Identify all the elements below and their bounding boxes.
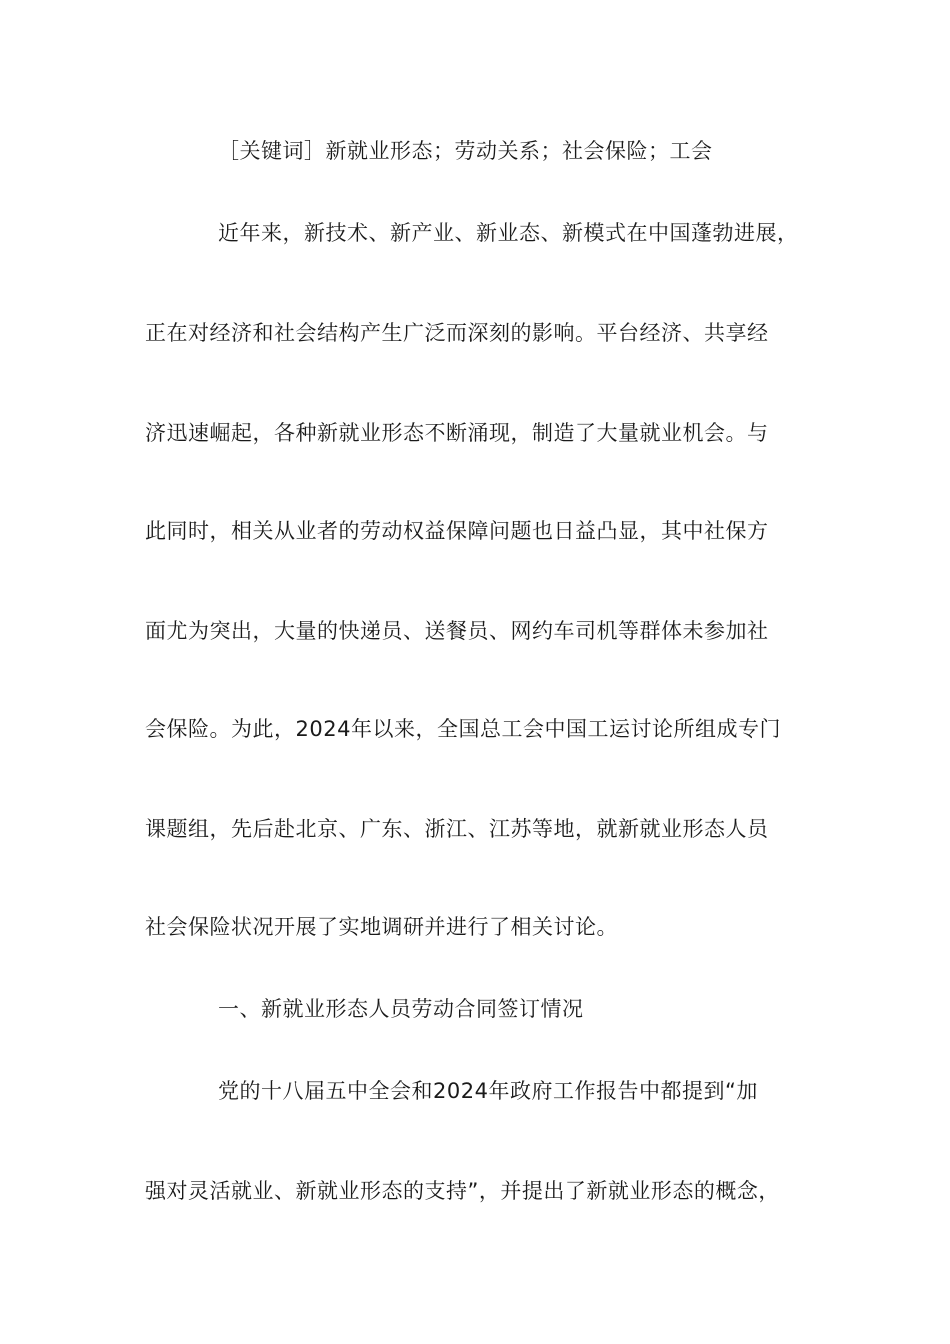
paragraph-line: 正在对经济和社会结构产生广泛而深刻的影响。平台经济、共享经 [145, 321, 769, 345]
paragraph-line: 课题组，先后赴北京、广东、浙江、江苏等地，就新就业形态人员 [145, 817, 769, 841]
paragraph-line: 强对灵活就业、新就业形态的支持”，并提出了新就业形态的概念， [145, 1179, 780, 1203]
paragraph-line: 党的十八届五中全会和2024年政府工作报告中都提到“加 [218, 1079, 758, 1103]
paragraph-line: 济迅速崛起，各种新就业形态不断涌现，制造了大量就业机会。与 [145, 421, 769, 445]
paragraph-line: 会保险。为此，2024年以来，全国总工会中国工运讨论所组成专门 [145, 717, 781, 741]
keywords-line: ［关键词］新就业形态；劳动关系；社会保险；工会 [218, 139, 713, 163]
paragraph-line: 社会保险状况开展了实地调研并进行了相关讨论。 [145, 915, 618, 939]
paragraph-line: 面尤为突出，大量的快递员、送餐员、网约车司机等群体未参加社 [145, 619, 769, 643]
paragraph-line: 此同时，相关从业者的劳动权益保障问题也日益凸显，其中社保方 [145, 519, 769, 543]
paragraph-line: 近年来，新技术、新产业、新业态、新模式在中国蓬勃进展， [218, 221, 799, 245]
section-heading: 一、新就业形态人员劳动合同签订情况 [218, 997, 584, 1021]
